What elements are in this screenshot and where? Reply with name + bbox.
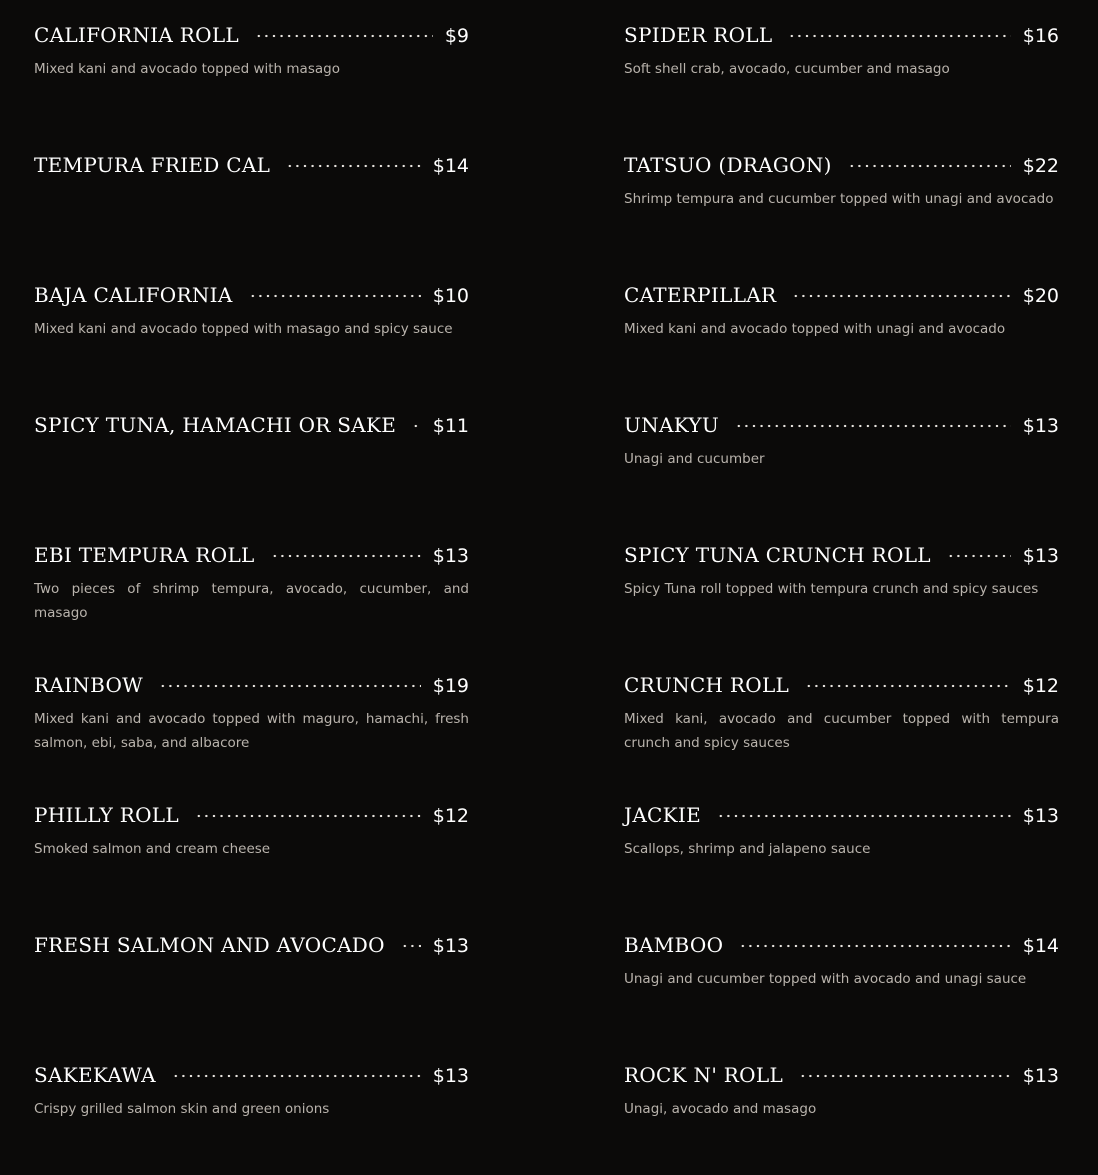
item-price: $9 (444, 25, 469, 47)
menu-item (624, 668, 1059, 755)
menu-item-header (624, 798, 1059, 832)
item-description: Mixed kani, avocado and cucumber topped with tempura crunch and spicy sauces (624, 711, 1059, 751)
item-description: Unagi and cucumber topped with avocado and unagi sauce (624, 971, 1027, 987)
item-price: $10 (432, 285, 469, 307)
menu-item (34, 798, 469, 861)
item-description: Crispy grilled salmon skin and green onions (34, 1101, 330, 1117)
item-name: SAKEKAWA (34, 1063, 156, 1087)
dot-leader (159, 681, 421, 691)
dot-leader (255, 31, 433, 41)
item-price: $13 (1022, 545, 1059, 567)
menu-item (624, 1058, 1059, 1121)
item-price: $13 (1022, 1065, 1059, 1087)
item-name: ROCK N' ROLL (624, 1063, 784, 1087)
item-name: UNAKYU (624, 413, 720, 437)
item-price: $16 (1022, 25, 1059, 47)
dot-leader (735, 421, 1011, 431)
item-price: $13 (432, 1065, 469, 1087)
item-name: EBI TEMPURA ROLL (34, 543, 255, 567)
menu-item (624, 798, 1059, 861)
dot-leader (717, 811, 1011, 821)
menu-item-header (34, 148, 469, 182)
menu-item-header (624, 668, 1059, 702)
menu-item (34, 148, 469, 187)
menu-item-header (34, 668, 469, 702)
menu-item-header (624, 18, 1059, 52)
item-description: Mixed kani and avocado topped with unagi and avocado (624, 321, 1006, 337)
menu-item-header (34, 538, 469, 572)
menu-item (624, 408, 1059, 471)
item-description: Mixed kani and avocado topped with masago (34, 61, 340, 77)
menu-item (624, 18, 1059, 81)
dot-leader (788, 31, 1010, 41)
menu-item (34, 928, 469, 967)
item-name: CALIFORNIA ROLL (34, 23, 239, 47)
dot-leader (792, 291, 1010, 301)
item-price: $13 (1022, 415, 1059, 437)
menu-item-header (34, 408, 469, 442)
item-price: $13 (1022, 805, 1059, 827)
item-name: RAINBOW (34, 673, 144, 697)
dot-leader (739, 941, 1010, 951)
dot-leader (172, 1071, 421, 1081)
item-name: SPICY TUNA CRUNCH ROLL (624, 543, 931, 567)
item-price: $14 (432, 155, 469, 177)
menu-item (34, 278, 469, 341)
item-name: BAJA CALIFORNIA (34, 283, 233, 307)
item-price: $12 (432, 805, 469, 827)
menu-item (624, 928, 1059, 991)
menu-item (34, 408, 469, 447)
item-name: BAMBOO (624, 933, 724, 957)
item-price: $22 (1022, 155, 1059, 177)
item-price: $13 (432, 545, 469, 567)
item-name: TEMPURA FRIED CAL (34, 153, 271, 177)
dot-leader (401, 941, 421, 951)
item-name: PHILLY ROLL (34, 803, 179, 827)
menu-item-header (624, 148, 1059, 182)
menu-item-header (34, 278, 469, 312)
dot-leader (195, 811, 421, 821)
item-name: TATSUO (DRAGON) (624, 153, 832, 177)
item-price: $14 (1022, 935, 1059, 957)
item-description: Soft shell crab, avocado, cucumber and masago (624, 61, 950, 77)
dot-leader (412, 421, 421, 431)
menu-item (624, 148, 1059, 211)
dot-leader (271, 551, 421, 561)
menu-item-header (624, 928, 1059, 962)
item-description: Shrimp tempura and cucumber topped with unagi and avocado (624, 191, 1054, 207)
item-description: Two pieces of shrimp tempura, avocado, cucumber, and masago (34, 581, 469, 621)
menu-item-header (34, 1058, 469, 1092)
item-name: JACKIE (624, 803, 702, 827)
dot-leader (848, 161, 1011, 171)
item-description: Unagi and cucumber (624, 451, 765, 467)
item-description: Smoked salmon and cream cheese (34, 841, 271, 857)
dot-leader (799, 1071, 1011, 1081)
menu-item-header (34, 928, 469, 962)
menu-item-header (34, 18, 469, 52)
item-description: Spicy Tuna roll topped with tempura crunch and spicy sauces (624, 581, 1039, 597)
menu-item-header (34, 798, 469, 832)
item-description: Unagi, avocado and masago (624, 1101, 817, 1117)
item-description: Scallops, shrimp and jalapeno sauce (624, 841, 871, 857)
menu-item-header (624, 408, 1059, 442)
menu-item-header (624, 278, 1059, 312)
menu-item (34, 668, 469, 755)
item-price: $13 (432, 935, 469, 957)
item-price: $11 (432, 415, 469, 437)
dot-leader (805, 681, 1011, 691)
menu-item-header (624, 538, 1059, 572)
menu-item (34, 1058, 469, 1121)
item-name: SPIDER ROLL (624, 23, 773, 47)
item-name: CRUNCH ROLL (624, 673, 790, 697)
dot-leader (947, 551, 1011, 561)
dot-leader (286, 161, 421, 171)
menu-item (34, 538, 469, 625)
dot-leader (249, 291, 421, 301)
item-name: FRESH SALMON AND AVOCADO (34, 933, 385, 957)
menu-item (34, 18, 469, 81)
item-price: $19 (432, 675, 469, 697)
item-name: SPICY TUNA, HAMACHI OR SAKE (34, 413, 397, 437)
item-name: CATERPILLAR (624, 283, 777, 307)
item-price: $12 (1022, 675, 1059, 697)
item-description: Mixed kani and avocado topped with masago and spicy sauce (34, 321, 453, 337)
item-description: Mixed kani and avocado topped with maguro, hamachi, fresh salmon, ebi, saba, and albacore (34, 711, 469, 751)
menu-item-header (624, 1058, 1059, 1092)
menu-item (624, 538, 1059, 601)
menu-item (624, 278, 1059, 341)
item-price: $20 (1022, 285, 1059, 307)
